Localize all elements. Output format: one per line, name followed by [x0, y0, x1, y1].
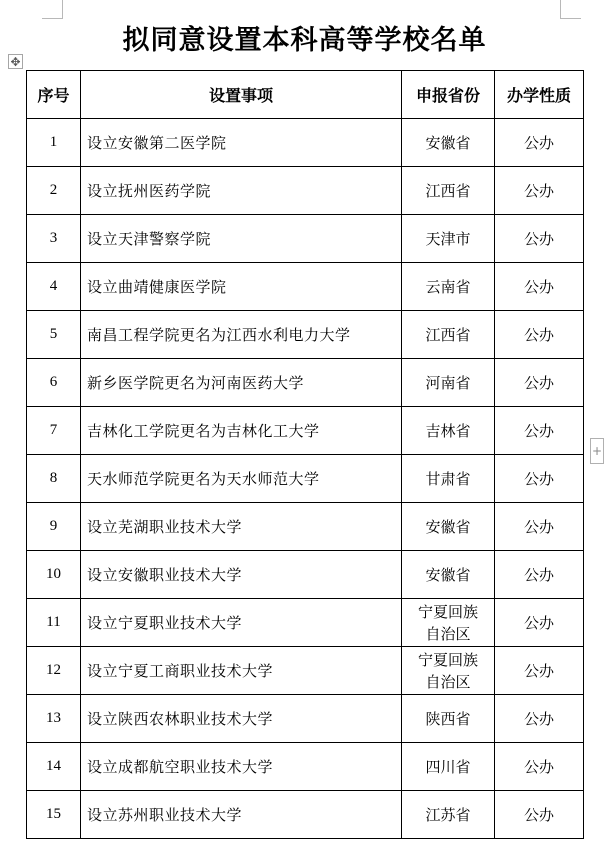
school-list-table: [26, 70, 584, 839]
row-province: 天津市: [402, 215, 495, 263]
row-item: 设立陕西农林职业技术大学: [81, 695, 402, 743]
table-row: [27, 647, 584, 695]
row-nature: 公办: [495, 551, 584, 599]
table-row: [27, 407, 584, 455]
page-corner-mark-left: [42, 0, 63, 19]
row-item: 设立宁夏职业技术大学: [81, 599, 402, 647]
row-province: 河南省: [402, 359, 495, 407]
table-row: [27, 695, 584, 743]
row-number: 14: [27, 743, 81, 791]
table-row: [27, 263, 584, 311]
row-province: 陕西省: [402, 695, 495, 743]
row-province: 江西省: [402, 311, 495, 359]
row-province: 宁夏回族自治区: [402, 599, 495, 647]
row-item: 设立芜湖职业技术大学: [81, 503, 402, 551]
row-number: 7: [27, 407, 81, 455]
table-row: [27, 311, 584, 359]
row-nature: 公办: [495, 791, 584, 839]
row-nature: 公办: [495, 743, 584, 791]
row-province: 甘肃省: [402, 455, 495, 503]
row-item: 设立曲靖健康医学院: [81, 263, 402, 311]
row-province: 江苏省: [402, 791, 495, 839]
table-row: [27, 215, 584, 263]
row-item: 设立成都航空职业技术大学: [81, 743, 402, 791]
table-row: [27, 503, 584, 551]
row-number: 4: [27, 263, 81, 311]
row-number: 13: [27, 695, 81, 743]
row-province: 云南省: [402, 263, 495, 311]
column-header-item: 设置事项: [81, 71, 402, 119]
row-item: 设立安徽第二医学院: [81, 119, 402, 167]
row-nature: 公办: [495, 311, 584, 359]
table-row: [27, 551, 584, 599]
row-number: 15: [27, 791, 81, 839]
row-nature: 公办: [495, 167, 584, 215]
page-corner-mark-right: [560, 0, 581, 19]
row-item: 吉林化工学院更名为吉林化工大学: [81, 407, 402, 455]
column-header-province: 申报省份: [402, 71, 495, 119]
row-nature: 公办: [495, 407, 584, 455]
row-number: 12: [27, 647, 81, 695]
move-icon[interactable]: ✥: [8, 54, 23, 69]
row-nature: 公办: [495, 359, 584, 407]
row-item: 天水师范学院更名为天水师范大学: [81, 455, 402, 503]
add-icon[interactable]: +: [590, 438, 604, 464]
row-item: 设立宁夏工商职业技术大学: [81, 647, 402, 695]
row-nature: 公办: [495, 215, 584, 263]
row-province: 宁夏回族自治区: [402, 647, 495, 695]
row-number: 3: [27, 215, 81, 263]
table-row: [27, 359, 584, 407]
row-province: 安徽省: [402, 551, 495, 599]
row-item: 设立安徽职业技术大学: [81, 551, 402, 599]
table-row: [27, 791, 584, 839]
row-province: 四川省: [402, 743, 495, 791]
row-province: 江西省: [402, 167, 495, 215]
row-number: 8: [27, 455, 81, 503]
table-row: [27, 119, 584, 167]
row-nature: 公办: [495, 263, 584, 311]
row-nature: 公办: [495, 503, 584, 551]
row-number: 10: [27, 551, 81, 599]
row-province: 吉林省: [402, 407, 495, 455]
table-row: [27, 167, 584, 215]
row-nature: 公办: [495, 695, 584, 743]
row-number: 6: [27, 359, 81, 407]
row-number: 1: [27, 119, 81, 167]
row-number: 5: [27, 311, 81, 359]
row-item: 南昌工程学院更名为江西水利电力大学: [81, 311, 402, 359]
row-item: 新乡医学院更名为河南医药大学: [81, 359, 402, 407]
row-nature: 公办: [495, 647, 584, 695]
row-number: 11: [27, 599, 81, 647]
row-item: 设立苏州职业技术大学: [81, 791, 402, 839]
column-header-number: 序号: [27, 71, 81, 119]
row-item: 设立抚州医药学院: [81, 167, 402, 215]
row-nature: 公办: [495, 455, 584, 503]
row-nature: 公办: [495, 599, 584, 647]
row-nature: 公办: [495, 119, 584, 167]
document-title: 拟同意设置本科高等学校名单: [122, 25, 487, 56]
column-header-nature: 办学性质: [495, 71, 584, 119]
table-row: [27, 743, 584, 791]
row-province: 安徽省: [402, 503, 495, 551]
row-province: 安徽省: [402, 119, 495, 167]
table-row: [27, 455, 584, 503]
row-item: 设立天津警察学院: [81, 215, 402, 263]
row-number: 2: [27, 167, 81, 215]
table-row: [27, 599, 584, 647]
row-number: 9: [27, 503, 81, 551]
table-header-row: [27, 71, 584, 119]
